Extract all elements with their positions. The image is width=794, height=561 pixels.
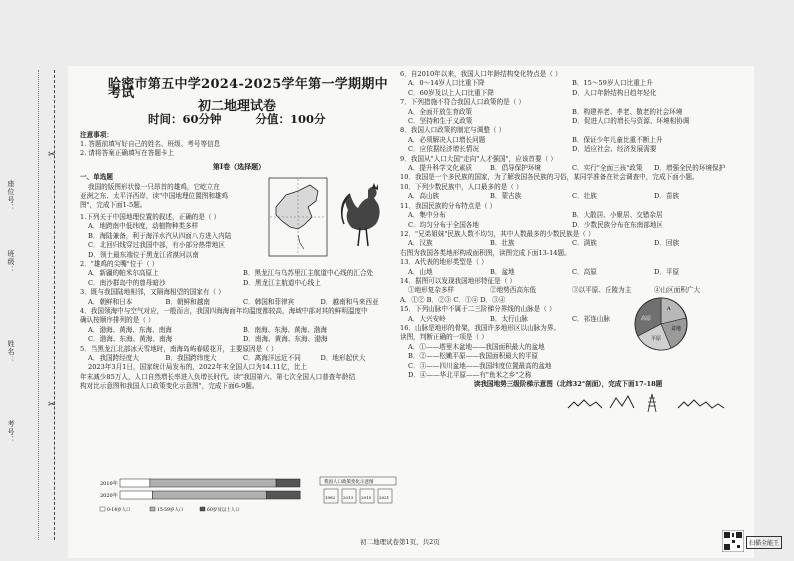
exam-score: 分值：100分	[255, 112, 326, 127]
question-right	[400, 183, 736, 202]
terrain-sketches	[566, 392, 736, 414]
q1-option-b[interactable]: B．海陆兼备，利于海洋水汽从四面八方进入内陆	[88, 231, 232, 240]
answer-option[interactable]: A．山地	[408, 267, 433, 276]
rooster-illustration	[338, 180, 388, 260]
exam-time: 时间：60分钟	[148, 112, 222, 127]
question-text: 10．下列少数民族中，人口最多的是（ ）	[400, 182, 523, 191]
answer-option[interactable]: D．平原	[654, 267, 680, 276]
q1-option-c[interactable]: C．北回归线穿过我国中部，有小部分热带地区	[88, 241, 225, 250]
question-1: 1.下列关于中国地理位置的叙述，正确的是（ ） A．地跨南中低纬度，动植物种类多样 B．海陆兼备，利于海洋水汽从四面八方进入内陆 C．北回归线穿过我国中部，有小部分热带地区 D．领土最东端位于黑龙江省漠河以南	[80, 213, 398, 260]
cut-line	[54, 70, 55, 540]
q1-option-d[interactable]: D．领土最东端位于黑龙江省漠河以南	[88, 250, 199, 259]
q4-option-d[interactable]: D．南海、黄海、东海、渤海	[243, 335, 328, 344]
answer-option[interactable]: C．应依据经济增长情况	[408, 145, 479, 154]
chart-category-label: 2020年	[100, 493, 118, 499]
q5-option-a[interactable]: A．我国跨经度大	[88, 353, 139, 362]
question-text: 15．下列山脉中不属于二三阶梯分界线的山脉是（ ）	[400, 305, 556, 314]
answer-option[interactable]: C．高原	[572, 267, 597, 276]
answer-option[interactable]: ④山区面积广大	[654, 286, 701, 295]
question-text: 12．"兄弟姐妹"民族人数不均匀，其中人数最多的少数民族是（ ）	[400, 229, 595, 238]
population-bar	[120, 479, 150, 487]
answer-option[interactable]: ①地形复杂多样	[408, 286, 455, 295]
question-3: 3．既与我国陆地相邻，又隔海相望的国家有（ ） A．朝鲜和日本 B．朝鲜和越南 C．韩国和菲律宾 D．越南和马来西亚	[80, 288, 398, 307]
question-5: 5．当黑龙江北部冰天雪地时，南海岛屿春暖花开，主要原因是（ ） A．我国跨经度大 B．我国跨纬度大 C．离海洋远近不同 D．地形起伏大	[80, 345, 398, 364]
answer-option[interactable]: A．集中分布	[408, 211, 446, 220]
question-right	[400, 155, 736, 174]
policy-year: 1982	[325, 495, 336, 500]
q3-option-d[interactable]: D．越南和马来西亚	[320, 297, 379, 306]
answer-option[interactable]: ③以平原、丘陵为主	[572, 286, 632, 295]
q16-option-c[interactable]: C．③——四川盆地——我国纬度位置最高的盆地	[408, 361, 552, 370]
q3-option-b[interactable]: B．朝鲜和越南	[165, 297, 210, 306]
answer-option[interactable]: C．祁连山脉	[572, 314, 611, 323]
answer-option[interactable]: D．适应社会、经济发展需要	[572, 145, 657, 154]
scissor-icon: ✂	[48, 400, 56, 410]
answer-option[interactable]: C．60岁及以上人口比重下降	[408, 88, 494, 97]
q16-option-d[interactable]: D．④——华北平原——有"鱼米之乡"之称	[408, 371, 532, 379]
answer-option[interactable]: C．均匀分布于全国各地	[408, 220, 479, 229]
q5-option-d[interactable]: D．地形起伏大	[320, 353, 366, 362]
q17-intro: 读我国地势三级阶梯示意图（北纬32°剖面），完成下面17-18题	[473, 380, 663, 389]
q5-option-b[interactable]: B．我国跨纬度大	[165, 353, 217, 362]
question-text: 读图，判断正确的一项是（ ）	[400, 333, 488, 342]
question-text: A．①② B．②③ C．①④ D．③④	[400, 295, 506, 304]
question-right	[400, 173, 736, 182]
legend-label: 0-14岁人口	[107, 508, 131, 513]
notice-item: 1. 答题前填写好自己的姓名、班级、考号等信息	[80, 140, 221, 149]
q4-option-a[interactable]: A．渤海、黄海、东海、南海	[88, 325, 172, 334]
population-bar	[267, 491, 301, 499]
legend-swatch	[150, 507, 155, 511]
question-right	[400, 230, 736, 249]
legend-label: 60岁及以上人口	[207, 508, 240, 513]
legend-swatch	[200, 507, 205, 511]
q2-option-c[interactable]: C．南沙群岛中的曾母暗沙	[88, 278, 166, 287]
population-chart	[98, 475, 398, 523]
seat-label: 座位号：	[7, 180, 15, 212]
exam-no-label: 考号：	[7, 420, 15, 444]
question-right	[400, 277, 736, 296]
q2-option-b[interactable]: B．黑龙江与乌苏里江主航道中心线的汇合处	[243, 269, 374, 278]
pie-label: 高原	[641, 316, 652, 322]
answer-option[interactable]: A．必须解决人口增长问题	[408, 135, 486, 144]
legend-label: 15-59岁人口	[157, 508, 184, 513]
exam-title: 哈密市第五中学2024-2025学年第一学期期中考试	[108, 77, 388, 102]
q1-option-a[interactable]: A．地跨南中低纬度，动植物种类多样	[88, 222, 199, 231]
answer-option[interactable]: A．提升科学文化素质	[408, 164, 473, 173]
answer-option[interactable]: B．大散居、小聚居、交错杂居	[572, 211, 663, 220]
answer-option[interactable]: B．构建养老、孝老、敬老的社会环境	[572, 107, 683, 116]
q3-option-c[interactable]: C．韩国和菲律宾	[243, 297, 295, 306]
answer-option[interactable]: B．太行山脉	[490, 314, 528, 323]
answer-option[interactable]: A．全面开放生育政策	[408, 107, 473, 116]
q4-option-b[interactable]: B．南海、东海、黄海、渤海	[243, 325, 327, 334]
question-4: 4．我国领海中与空气对应，一般而言，我国四海海面年均温度都较高，海域中部对其的鲜明温度中 确认按顺序排列的是（ ） A．渤海、黄海、东海、南海 B．南海、东海、黄海、渤海 C．渤海、东海、黄海、南海 D．南海、黄海、东海、渤海	[80, 307, 398, 345]
section-type: 一、单选题	[80, 173, 113, 182]
answer-option[interactable]: B．15～59岁人口比重上升	[572, 79, 653, 88]
page-footer: 初二地理试卷第1页，共2页	[360, 538, 440, 546]
question-text: 7．下列措施不符合我国人口政策的是（ ）	[400, 98, 525, 107]
passage-line: 构对比示意图和我国人口政策变化示意图"，完成下面6-9题。	[80, 382, 259, 391]
q4-option-c[interactable]: C．渤海、东海、黄海、南海	[88, 335, 173, 344]
qr-code-icon	[722, 530, 744, 552]
seal-line	[38, 70, 39, 540]
question-right	[400, 98, 736, 126]
population-bar	[120, 491, 152, 499]
question-text: 右图为我国各类地形构成面积图，读图完成下面13-14题。	[400, 248, 571, 257]
name-label: 姓名：	[7, 340, 15, 364]
answer-option[interactable]: D．增强全民的环境保护	[654, 164, 726, 173]
policy-year: 2013	[343, 495, 354, 500]
question-right	[400, 258, 736, 277]
q16-option-b[interactable]: B．②——松嫩平原——我国面积最大的平原	[408, 352, 539, 361]
question-right	[400, 249, 736, 258]
scissor-icon: ✂	[48, 150, 56, 160]
q16-option-a[interactable]: A．①——塔里木盆地——我国面积最大的盆地	[408, 342, 545, 351]
q3-option-a[interactable]: A．朝鲜和日本	[88, 297, 133, 306]
mountain-icon	[610, 396, 634, 408]
q5-option-c[interactable]: C．离海洋远近不同	[243, 353, 301, 362]
tree-icon	[648, 394, 656, 412]
answer-option[interactable]: D．人口年龄结构日趋年轻化	[572, 88, 657, 97]
time-score-row	[148, 112, 398, 127]
pie-label: 盆地	[671, 326, 682, 332]
intro-line: 亚洲之东、太平洋西岸，读"中国地理位置图和雄鸡	[80, 192, 229, 201]
policy-year: 2021	[379, 495, 390, 500]
mountain-icon	[678, 400, 724, 408]
answer-option[interactable]: C．满族	[572, 239, 597, 248]
binding-margin	[0, 0, 68, 561]
pie-label: 平原	[651, 336, 662, 342]
q2-option-a[interactable]: A．新疆的帕米尔高原上	[88, 269, 159, 278]
class-label: 班级：	[7, 250, 15, 274]
answer-option[interactable]: D．促进人口的增长与资源、环境相协调	[572, 117, 690, 126]
passage-line: 2023年3月1日，国家统计局发布的，2022年末全国人口为14.11亿，比上	[88, 363, 308, 372]
answer-option[interactable]: B．壮族	[490, 239, 515, 248]
answer-option[interactable]: D．少数民族分布在东南部地区	[572, 220, 664, 229]
china-location-map	[268, 177, 328, 257]
answer-option[interactable]: A．汉族	[408, 239, 433, 248]
terrain-pie-chart	[633, 296, 689, 352]
intro-line: 图"，完成下面1-5题。	[80, 201, 147, 210]
question-text: 9．我国从"人口大国"走向"人才强国"，应该首要（ ）	[400, 154, 557, 163]
answer-option[interactable]: C．坚持和生于义政策	[408, 117, 473, 126]
question-2: 2．"雄鸡的尖嘴"位于（ ） A．新疆的帕米尔高原上 B．黑龙江与乌苏里江主航道中心线的汇合处 C．南沙群岛中的曾母暗沙 D．黑龙江主航道中心线上	[80, 260, 398, 288]
answer-option[interactable]: A．0～14岁人口比重下降	[408, 79, 485, 88]
chart-category-label: 2010年	[100, 481, 118, 487]
answer-option[interactable]: D．回族	[654, 239, 680, 248]
mountain-icon	[568, 400, 602, 408]
answer-option[interactable]: D．苗族	[654, 192, 680, 201]
notice-item: 2. 请将答案正确填写在答题卡上	[80, 149, 175, 158]
question-right	[400, 202, 736, 230]
question-text: 8．我国人口政策的制定与调整（ ）	[400, 126, 506, 135]
population-bar	[150, 479, 276, 487]
answer-option[interactable]: C．壮族	[572, 192, 597, 201]
scanner-badge: 扫描全能王	[746, 536, 782, 549]
population-bar	[276, 479, 300, 487]
legend-swatch	[100, 507, 105, 511]
answer-option[interactable]: ②地势西高东低	[490, 286, 537, 295]
answer-option[interactable]: B．倡导保护环境	[490, 164, 542, 173]
question-text: 16．山脉是地形的骨架，我国许多地形区以山脉为界。	[400, 323, 561, 332]
answer-option[interactable]: B．盆地	[490, 267, 515, 276]
answer-option[interactable]: A．大兴安岭	[408, 314, 446, 323]
pie-label: A	[667, 306, 671, 312]
policy-year: 2015	[361, 495, 372, 500]
answer-option[interactable]: B．保证少年儿童比重不断上升	[572, 135, 663, 144]
question-text: 13．A代表的地形类型是（ ）	[400, 258, 488, 267]
question-text: 6．自2010年以来，我国人口年龄结构变化特点是（ ）	[400, 70, 562, 78]
answer-option[interactable]: B．蒙古族	[490, 192, 522, 201]
question-text: 14．据图可以发现我国地形特征是（ ）	[400, 276, 516, 285]
notice-title: 注意事项：	[80, 130, 113, 139]
population-bar	[152, 491, 266, 499]
policy-title: 我国人口政策变化示意图	[324, 480, 374, 485]
question-text: 10．我国是一个多民族的国家，为了解我国各民族的习俗，某同学准备在社会调查中，完成下面小题。	[400, 173, 699, 182]
intro-line: 我国的版图形状像一只昂首的雄鸡，它屹立在	[88, 182, 220, 191]
exam-subtitle: 初二地理试卷	[198, 98, 277, 114]
question-right	[400, 70, 736, 98]
question-right	[400, 126, 736, 154]
passage-line: 年末减少85万人，人口自然增长率进入负增长时代。读"我国第六、第七次全国人口普查年龄结	[80, 372, 356, 381]
question-text: 11．我国民族的分布特点是（ ）	[400, 201, 497, 210]
q2-option-d[interactable]: D．黑龙江主航道中心线上	[243, 278, 321, 287]
answer-option[interactable]: C．实行"全面三孩"政策	[572, 164, 643, 173]
answer-option[interactable]: A．高山族	[408, 192, 440, 201]
section-title: 第Ⅰ卷（选择题）	[212, 161, 266, 171]
